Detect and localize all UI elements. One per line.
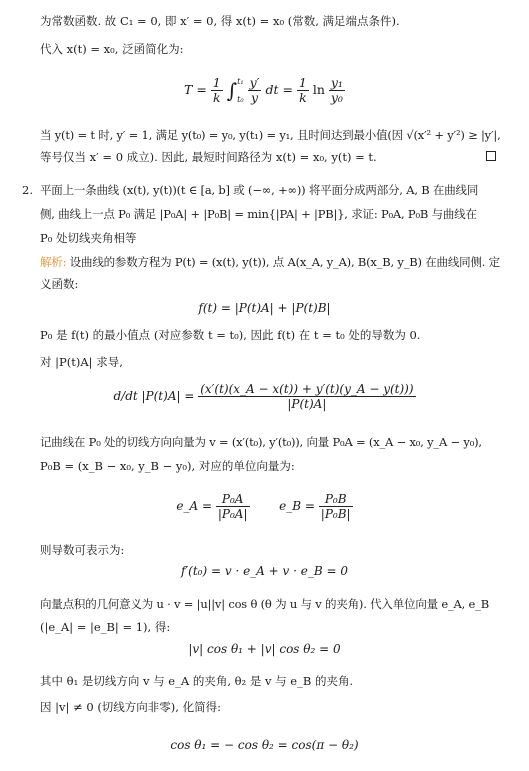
equation-integral (0, 76, 529, 105)
text-line: 平面上一条曲线 (x(t), y(t))(t ∈ [a, b] 或 (−∞, +∞)) 将平面分成两部分, A, B 在曲线同 (40, 183, 479, 197)
equation-derivative-zero: f′(t₀) = v · e_A + v · e_B = 0 (181, 564, 348, 578)
fraction-denominator: k (212, 90, 221, 105)
integral-limits (237, 77, 243, 105)
equation-unit-vectors (0, 492, 529, 521)
text-line: 向量点积的几何意义为 u · v = |u||v| cos θ (θ 为 u 与 v 的夹角). 代入单位向量 e_A, e_B (40, 597, 489, 611)
fraction-denominator: |P₀A| (217, 507, 248, 521)
text-line: P₀ 处切线夹角相等 (40, 231, 137, 245)
text-line: P₀ 是 f(t) 的最小值点 (对应参数 t = t₀), 因此 f(t) 在 t = t₀ 处的导数为 0. (40, 328, 421, 342)
fraction (248, 76, 262, 105)
equation-f: f(t) = |P(t)A| + |P(t)B| (198, 301, 331, 315)
text-line: 其中 θ₁ 是切线方向 v 与 e_A 的夹角, θ₂ 是 v 与 e_B 的夹角. (40, 674, 354, 688)
equation-cos-sum: |v| cos θ₁ + |v| cos θ₂ = 0 (188, 642, 341, 656)
text-line: 代入 x(t) = x₀, 泛函简化为: (40, 42, 184, 56)
fraction-numerator: (x′(t)(x_A − x(t)) + y′(t)(y_A − y(t))) (200, 382, 414, 396)
text-line: P₀B = (x_B − x₀, y_B − y₀), 对应的单位向量为: (40, 459, 295, 473)
fraction (319, 492, 353, 521)
eq-part: e_A = (176, 499, 216, 513)
solution-label: 解析: (40, 255, 67, 269)
qed-square-icon (486, 151, 496, 161)
text-line: 因 |v| ≠ 0 (切线方向非零), 化简得: (40, 700, 221, 714)
fraction-numerator: y′ (249, 75, 260, 90)
fraction-numerator: y₁ (330, 75, 343, 90)
fraction-denominator: y (250, 90, 259, 105)
eq-part: e_B = (279, 499, 319, 513)
eq-part: ln (312, 82, 329, 97)
fraction-denominator: y₀ (330, 90, 343, 105)
text-span: 设曲线的参数方程为 P(t) = (x(t), y(t)), 点 A(x_A, y_A), B(x_B, y_B) 在曲线同侧. 定 (66, 255, 500, 269)
text-line: 为常数函数. 故 C₁ = 0, 即 x′ = 0, 得 x(t) = x₀ (常数, 满足端点条件). (40, 14, 400, 28)
fraction-numerator: P₀B (319, 492, 353, 507)
problem-number: 2. (22, 183, 33, 197)
text-line: 侧, 曲线上一点 P₀ 满足 |P₀A| + |P₀B| = min{|PA| + |PB|}, 求证: P₀A, P₀B 与曲线在 (40, 207, 477, 221)
fraction (211, 76, 223, 105)
solution-line (40, 255, 500, 270)
integral-upper: t₁ (237, 76, 244, 86)
text-line: 等号仅当 x′ = 0 成立). 因此, 最短时间路径为 x(t) = x₀, y(t) = t. (40, 150, 377, 164)
fraction-numerator: 1 (212, 75, 221, 90)
equation-derivative (0, 382, 529, 411)
text-line: 对 |P(t)A| 求导, (40, 355, 123, 369)
text-line: 则导数可表示为: (40, 543, 125, 557)
eq-part: dt = (265, 82, 297, 97)
text-line: 当 y(t) = t 时, y′ = 1, 满足 y(t₀) = y₀, y(t₁) = y₁, 且时间达到最小值(因 √(x′² + y′²) ≥ |y′|, (40, 128, 501, 142)
fraction-denominator: k (299, 90, 307, 105)
integral-lower: t₀ (237, 94, 244, 104)
text-line: (|e_A| = |e_B| = 1), 得: (40, 620, 171, 634)
fraction-numerator: P₀A (216, 492, 250, 507)
fraction (216, 492, 250, 521)
text-line: 义函数: (40, 277, 79, 291)
eq-part: T = (184, 82, 211, 97)
eq-part: d/dt |P(t)A| = (113, 389, 199, 403)
fraction (198, 382, 415, 411)
text-line: 记曲线在 P₀ 处的切线方向向量为 v = (x′(t₀), y′(t₀)), 向量 P₀A = (x_A − x₀, y_A − y₀), (40, 435, 482, 449)
fraction-denominator: |P₀B| (320, 507, 351, 521)
fraction (329, 76, 345, 105)
integral-sign: ∫ (226, 78, 238, 103)
equation-cos-equal: cos θ₁ = − cos θ₂ = cos(π − θ₂) (170, 738, 359, 752)
fraction-numerator: 1 (298, 75, 307, 90)
fraction (297, 76, 309, 105)
fraction-denominator: |P(t)A| (287, 397, 327, 411)
